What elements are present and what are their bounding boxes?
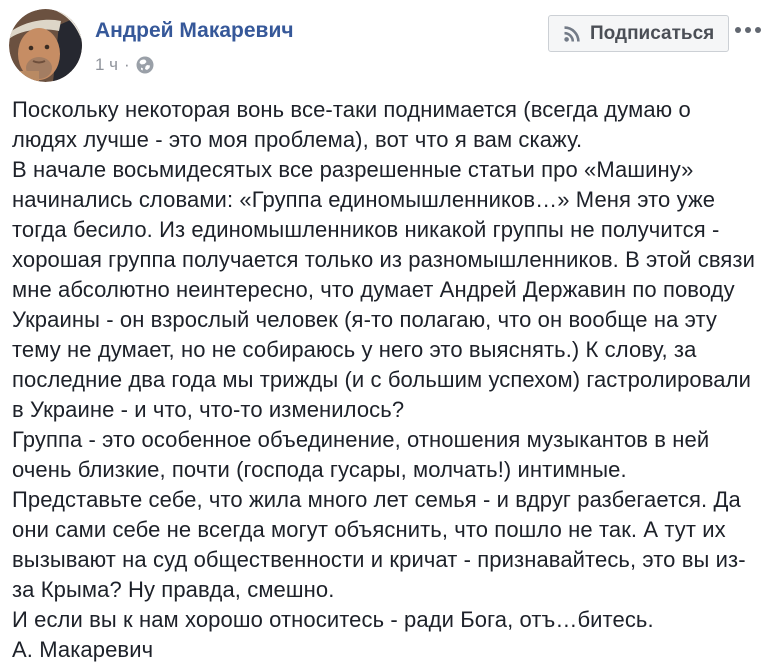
post-text: [12, 95, 758, 635]
ellipsis-icon: [735, 27, 741, 33]
follow-button-label: Подписаться: [590, 22, 715, 44]
post-paragraph: Поскольку некоторая вонь все-таки поднимается (всегда думаю о людях лучше - это моя проблема), вот что я вам скажу.: [12, 97, 691, 152]
post-options-button[interactable]: [733, 25, 763, 35]
author-name-link[interactable]: Андрей Макаревич: [95, 19, 294, 42]
timestamp[interactable]: 1 ч: [95, 55, 119, 74]
avatar[interactable]: [9, 9, 82, 82]
follow-button[interactable]: [548, 15, 729, 52]
post-paragraph: В начале восьмидесятых все разрешенные статьи про «Машину» начинались словами: «Группа единомышленников…» Меня это уже тогда бесило. Из единомышленников никакой группы не получится - хорошая группа получается только из разномышленников. В этой связи мне абсолютно неинтересно, что думает Андрей Державин по поводу Украины - он взрослый человек (я-то полагаю, что он вообще на эту тему не думает, но не собираюсь у него это выяснять.) К слову, за последние два года мы трижды (и с большим успехом) гастролировали в Украине - и что, что-то изменилось?: [12, 157, 755, 422]
post-paragraph: И если вы к нам хорошо относитесь - ради Бога, отъ…битесь.: [12, 607, 654, 632]
rss-follow-icon: [563, 25, 581, 43]
post-meta: [95, 54, 154, 75]
post-paragraph: Группа - это особенное объединение, отношения музыкантов в ней очень близкие, почти (господа гусары, молчать!) интимные. Представьте себе, что жила много лет семья - и вдруг разбегается. Да они сами себе не всегда могут объяснить, что пошло не так. А тут их вызывают на суд общественности и кричат - признавайтесь, это вы из-за Крыма? Ну правда, смешно.: [12, 427, 746, 602]
globe-icon: [136, 56, 154, 74]
ellipsis-icon: [755, 27, 761, 33]
avatar-photo: [9, 9, 82, 82]
ellipsis-icon: [745, 27, 751, 33]
post-body: [0, 93, 768, 665]
meta-separator: ·: [124, 55, 130, 74]
post-signature: А. Макаревич: [12, 637, 154, 662]
post-header: [0, 0, 768, 93]
